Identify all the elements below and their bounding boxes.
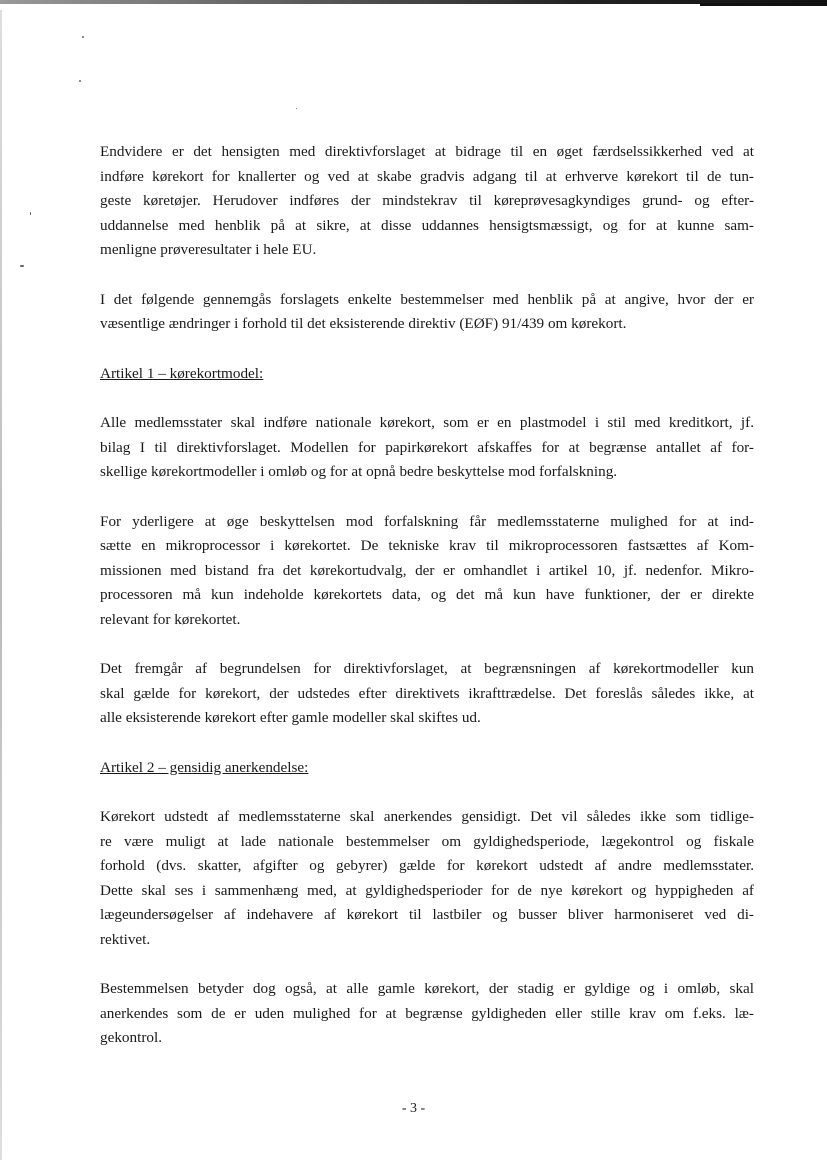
text-line: rektivet.	[100, 930, 151, 948]
paragraph-article-1-model	[100, 411, 754, 485]
text-line: Alle medlemsstater skal indføre nationale kørekort, som er en plastmodel i stil med kreditkort, jf.	[100, 414, 754, 431]
text-line: I det følgende gennemgås forslagets enkelte bestemmelser med henblik på at angive, hvor der er	[100, 290, 754, 308]
text-line: alle eksisterende kørekort efter gamle modeller skal skiftes ud.	[100, 709, 481, 726]
text-line: For yderligere at øge beskyttelsen mod forfalskning får medlemsstaterne mulighed for at ind-	[100, 512, 754, 530]
text-line: uddannelse med henblik på at sikre, at disse uddannes hensigtsmæssigt, og for at kunne sam-	[100, 216, 754, 234]
scan-speck	[82, 36, 84, 38]
scan-speck	[79, 80, 81, 82]
text-line: Dette skal ses i sammenhæng med, at gyldighedsperioder for de nye kørekort og hyppigheden af	[100, 881, 754, 899]
text-line: gekontrol.	[100, 1029, 163, 1046]
scan-speck	[296, 108, 297, 109]
text-line: relevant for kørekortet.	[100, 610, 241, 628]
section-heading-article-2: Artikel 2 – gensidig anerkendelse:	[100, 758, 309, 776]
text-line: Kørekort udstedt af medlemsstaterne skal anerkendes gensidigt. Det vil således ikke som tidlige-	[100, 808, 754, 825]
text-line: lægeundersøgelser af indehavere af kørekort til lastbiler og busser bliver harmoniseret ved di-	[100, 906, 754, 923]
document-body	[100, 140, 754, 1076]
paragraph-article-2-old-licences	[100, 977, 754, 1051]
text-line: processoren må kun indeholde kørekortets data, og det må kun have funktioner, der er direkte	[100, 586, 754, 603]
text-line: Det fremgår af begrundelsen for direktivforslaget, at begrænsningen af kørekortmodeller kun	[100, 660, 754, 677]
text-line: re være muligt at lade nationale bestemmelser om gyldighedsperiode, lægekontrol og fiskale	[100, 832, 754, 850]
scan-speck	[20, 265, 24, 267]
text-line: bilag I til direktivforslaget. Modellen for papirkørekort afskaffes for at begrænse antallet af for-	[100, 438, 754, 456]
text-line: Endvidere er det hensigten med direktivforslaget at bidrage til en øget færdselssikkerhed ved at	[100, 143, 754, 160]
paragraph-overview	[100, 288, 754, 337]
text-line: missionen med bistand fra det kørekortudvalg, der er omhandlet i artikel 10, jf. nedenfor. Mikro-	[100, 561, 754, 579]
scan-left-edge	[0, 10, 2, 1160]
text-line: anerkendes som de er uden mulighed for at begrænse gyldigheden eller stille krav om f.eks. læ-	[100, 1004, 754, 1022]
paragraph-intro	[100, 140, 754, 263]
paragraph-article-2-recognition	[100, 805, 754, 952]
section-heading-article-1: Artikel 1 – kørekortmodel:	[100, 364, 264, 382]
text-line: skal gælde for kørekort, der udstedes efter direktivets ikrafttrædelse. Det foreslås således ikke, at	[100, 684, 754, 702]
text-line: geste køretøjer. Herudover indføres der mindstekrav til køreprøvesagkyndiges grund- og efter-	[100, 192, 754, 209]
paragraph-article-1-microprocessor	[100, 510, 754, 633]
text-line: skellige kørekortmodeller i omløb og for at opnå bedre beskyttelse mod forfalskning.	[100, 463, 618, 480]
text-line: indføre kørekort for knallerter og ved at skabe gradvis adgang til at erhverve kørekort til de tun-	[100, 167, 754, 185]
text-line: væsentlige ændringer i forhold til det eksisterende direktiv (EØF) 91/439 om kørekort.	[100, 315, 627, 332]
text-line: menligne prøveresultater i hele EU.	[100, 241, 317, 258]
page-number: - 3 -	[401, 1101, 426, 1116]
text-line: forhold (dvs. skatter, afgifter og gebyrer) gælde for kørekort udstedt af andre medlemsstater.	[100, 857, 754, 874]
text-line: Bestemmelsen betyder dog også, at alle gamle kørekort, der stadig er gyldige og i omløb, skal	[100, 980, 754, 997]
paragraph-article-1-scope	[100, 657, 754, 731]
scan-speck	[30, 212, 31, 215]
text-line: sætte en mikroprocessor i kørekortet. De tekniske krav til mikroprocessoren fastsættes af Kom-	[100, 537, 754, 554]
scan-top-edge-dark	[700, 3, 827, 6]
